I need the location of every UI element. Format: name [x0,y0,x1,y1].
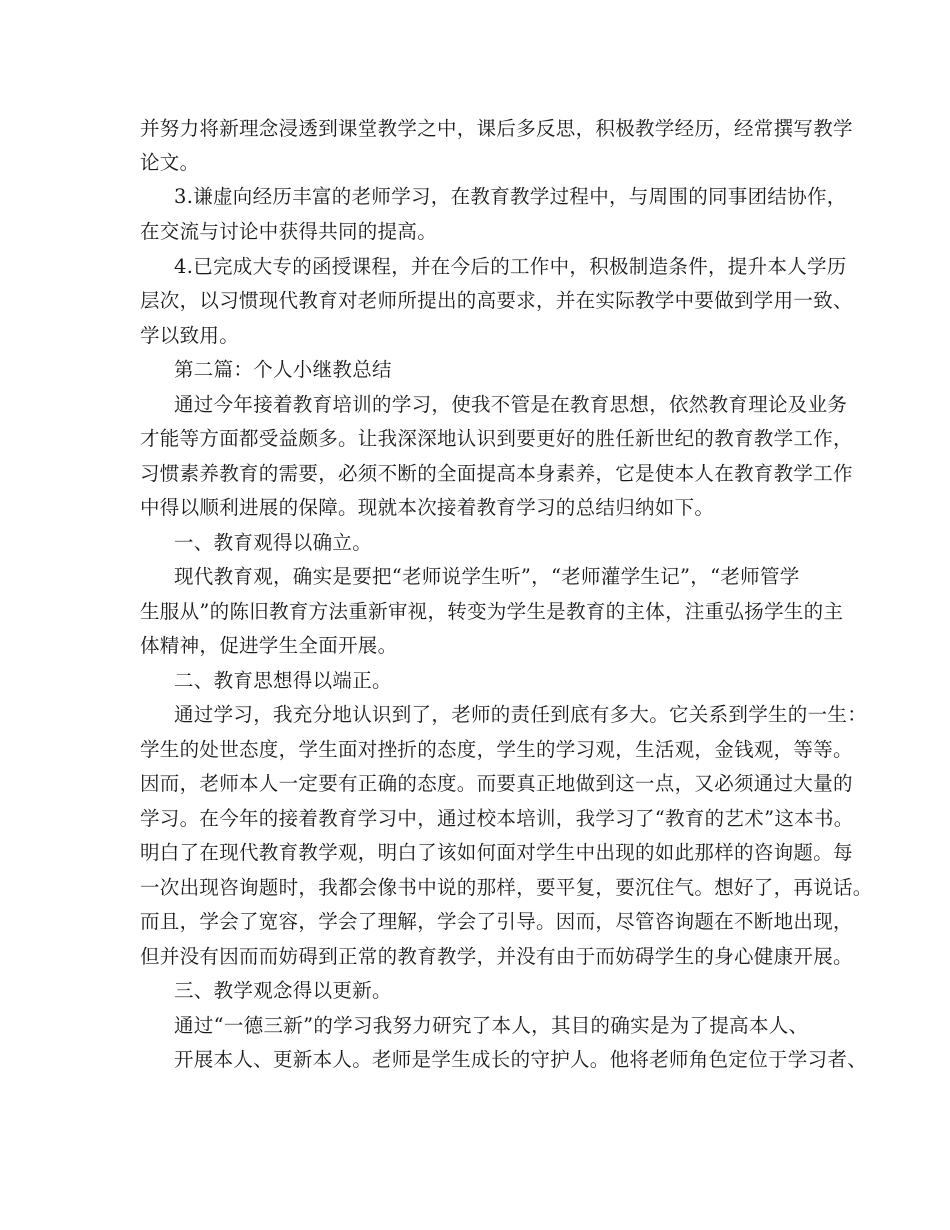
text-line: 明白了在现代教育教学观，明白了该如何面对学生中出现的如此那样的咨询题。每 [140,841,853,864]
section-title: 第二篇：个人小继教总结 [174,358,392,381]
text-line: 3.谦虚向经历丰富的老师学习，在教育教学过程中，与周围的同事团结协作， [174,185,847,208]
text-line: 中得以顺利进展的保障。现就本次接着教育学习的总结归纳如下。 [140,496,715,519]
text-line: 论文。 [140,151,200,174]
text-line: 生服从”的陈旧教育方法重新审视，转变为学生是教育的主体，注重弘扬学生的主 [140,600,844,623]
text-line: 体精神，促进学生全面开展。 [140,634,398,657]
text-line: 现代教育观，确实是要把“老师说学生听”，“老师灌学生记”，“老师管学 [174,565,800,588]
text-line: 开展本人、更新本人。老师是学生成长的守护人。他将老师角色定位于学习者、 [174,1048,868,1071]
text-line: 但并没有因而而妨碍到正常的教育教学，并没有由于而妨碍学生的身心健康开展。 [140,945,853,968]
text-line: 4.已完成大专的函授课程，并在今后的工作中，积极制造条件，提升本人学历 [174,255,847,278]
text-line: 而且，学会了宽容，学会了理解，学会了引导。因而，尽管咨询题在不断地出现， [140,910,853,933]
text-line: 习惯素养教育的需要，必须不断的全面提高本身素养，它是使本人在教育教学工作 [140,462,853,485]
section-heading: 一、教育观得以确立。 [174,531,373,554]
text-line: 才能等方面都受益颇多。让我深深地认识到要更好的胜任新世纪的教育教学工作， [140,427,853,450]
text-line: 学生的处世态度，学生面对挫折的态度，学生的学习观，生活观，金钱观，等等。 [140,738,853,761]
text-line: 因而，老师本人一定要有正确的态度。而要真正地做到这一点，又必须通过大量的 [140,772,853,795]
section-heading: 三、教学观念得以更新。 [174,979,392,1002]
text-line: 在交流与讨论中获得共同的提高。 [140,220,438,243]
text-line: 通过“一德三新”的学习我努力研究了本人，其目的确实是为了提高本人、 [174,1014,809,1037]
text-line: 学以致用。 [140,324,240,347]
text-line: 并努力将新理念浸透到课堂教学之中，课后多反思，积极教学经历，经常撰写教学 [140,117,853,140]
text-line: 通过今年接着教育培训的学习，使我不管是在教育思想，依然教育理论及业务 [174,393,848,416]
section-heading: 二、教育思想得以端正。 [174,669,392,692]
text-line: 学习。在今年的接着教育学习中，通过校本培训，我学习了“教育的艺术”这本书。 [140,807,854,830]
text-line: 一次出现咨询题时，我都会像书中说的那样，要平复，要沉住气。想好了，再说话。 [140,876,873,899]
text-line: 通过学习，我充分地认识到了，老师的责任到底有多大。它关系到学生的一生： [174,703,868,726]
text-line: 层次，以习惯现代教育对老师所提出的高要求，并在实际教学中要做到学用一致、 [140,289,853,312]
